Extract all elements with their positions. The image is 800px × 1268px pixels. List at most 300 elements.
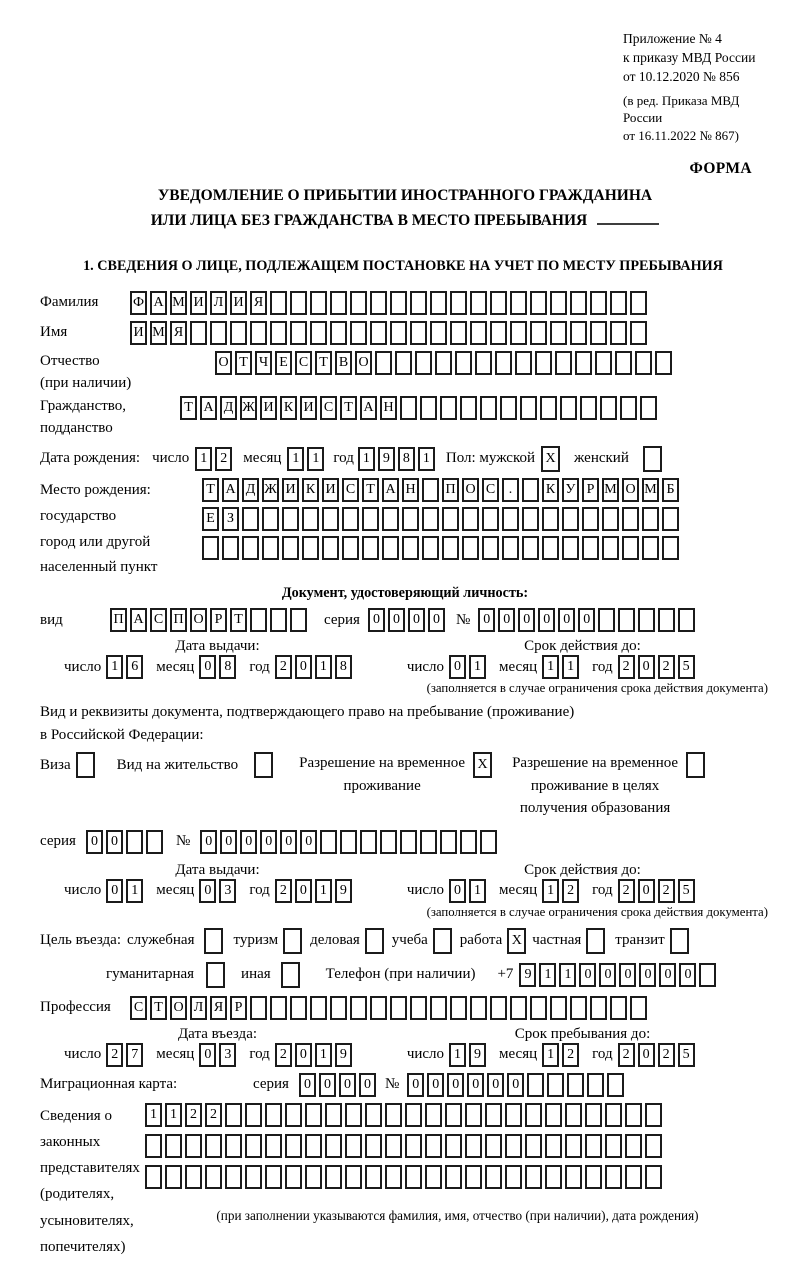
- char-box[interactable]: [625, 1134, 642, 1158]
- char-box[interactable]: [470, 996, 487, 1020]
- char-box[interactable]: [402, 536, 419, 560]
- char-box[interactable]: [522, 507, 539, 531]
- char-box[interactable]: [542, 536, 559, 560]
- char-box[interactable]: [385, 1134, 402, 1158]
- char-box[interactable]: Т: [230, 608, 247, 632]
- char-box[interactable]: [430, 996, 447, 1020]
- char-box[interactable]: [450, 996, 467, 1020]
- char-box[interactable]: О: [355, 351, 372, 375]
- char-box[interactable]: 0: [260, 830, 277, 854]
- gumanitarnaya-checkbox[interactable]: [206, 962, 225, 988]
- char-box[interactable]: [605, 1103, 622, 1127]
- char-box[interactable]: [450, 321, 467, 345]
- expiry-month-input[interactable]: [542, 655, 582, 679]
- char-box[interactable]: [510, 996, 527, 1020]
- char-box[interactable]: [330, 321, 347, 345]
- char-box[interactable]: Л: [190, 996, 207, 1020]
- char-box[interactable]: 1: [542, 1043, 559, 1067]
- char-box[interactable]: [422, 507, 439, 531]
- birth-place-line3[interactable]: [202, 536, 682, 560]
- residence-number-input[interactable]: [200, 830, 500, 854]
- char-box[interactable]: [598, 608, 615, 632]
- char-box[interactable]: [425, 1103, 442, 1127]
- char-box[interactable]: 1: [449, 1043, 466, 1067]
- char-box[interactable]: [502, 507, 519, 531]
- char-box[interactable]: 8: [335, 655, 352, 679]
- ucheba-checkbox[interactable]: [433, 928, 452, 954]
- char-box[interactable]: [643, 446, 662, 472]
- turizm-checkbox[interactable]: [283, 928, 302, 954]
- char-box[interactable]: [365, 928, 384, 954]
- char-box[interactable]: [375, 351, 392, 375]
- char-box[interactable]: [270, 291, 287, 315]
- char-box[interactable]: [460, 396, 477, 420]
- char-box[interactable]: [290, 608, 307, 632]
- char-box[interactable]: М: [602, 478, 619, 502]
- char-box[interactable]: [455, 351, 472, 375]
- char-box[interactable]: 1: [542, 655, 559, 679]
- char-box[interactable]: [522, 478, 539, 502]
- char-box[interactable]: [630, 996, 647, 1020]
- char-box[interactable]: 0: [295, 655, 312, 679]
- char-box[interactable]: И: [300, 396, 317, 420]
- char-box[interactable]: 5: [678, 1043, 695, 1067]
- char-box[interactable]: [250, 608, 267, 632]
- char-box[interactable]: [460, 830, 477, 854]
- char-box[interactable]: [390, 291, 407, 315]
- char-box[interactable]: 0: [478, 608, 495, 632]
- char-box[interactable]: 2: [562, 1043, 579, 1067]
- char-box[interactable]: [527, 1073, 544, 1097]
- char-box[interactable]: [270, 321, 287, 345]
- char-box[interactable]: [565, 1165, 582, 1189]
- name-input[interactable]: [130, 321, 650, 345]
- char-box[interactable]: [325, 1134, 342, 1158]
- char-box[interactable]: 8: [398, 447, 415, 471]
- char-box[interactable]: 0: [368, 608, 385, 632]
- char-box[interactable]: [370, 321, 387, 345]
- char-box[interactable]: [410, 996, 427, 1020]
- char-box[interactable]: 3: [219, 879, 236, 903]
- char-box[interactable]: [490, 291, 507, 315]
- char-box[interactable]: [645, 1103, 662, 1127]
- char-box[interactable]: [245, 1103, 262, 1127]
- char-box[interactable]: [283, 928, 302, 954]
- char-box[interactable]: [482, 536, 499, 560]
- char-box[interactable]: [205, 1134, 222, 1158]
- stay-year-input[interactable]: [618, 1043, 698, 1067]
- char-box[interactable]: Д: [220, 396, 237, 420]
- char-box[interactable]: [625, 1165, 642, 1189]
- char-box[interactable]: 0: [638, 655, 655, 679]
- char-box[interactable]: X: [473, 752, 492, 778]
- citizenship-input[interactable]: [180, 396, 660, 420]
- char-box[interactable]: [510, 291, 527, 315]
- char-box[interactable]: И: [282, 478, 299, 502]
- char-box[interactable]: [602, 536, 619, 560]
- char-box[interactable]: 0: [599, 963, 616, 987]
- char-box[interactable]: 0: [199, 1043, 216, 1067]
- char-box[interactable]: 0: [359, 1073, 376, 1097]
- char-box[interactable]: Т: [235, 351, 252, 375]
- entry-day-input[interactable]: [106, 1043, 146, 1067]
- char-box[interactable]: [265, 1134, 282, 1158]
- char-box[interactable]: [670, 928, 689, 954]
- char-box[interactable]: 0: [200, 830, 217, 854]
- char-box[interactable]: [610, 291, 627, 315]
- phone-input[interactable]: [519, 963, 719, 987]
- char-box[interactable]: [625, 1103, 642, 1127]
- char-box[interactable]: 2: [658, 1043, 675, 1067]
- char-box[interactable]: 0: [619, 963, 636, 987]
- char-box[interactable]: 0: [295, 1043, 312, 1067]
- char-box[interactable]: [462, 536, 479, 560]
- char-box[interactable]: [362, 536, 379, 560]
- char-box[interactable]: [562, 507, 579, 531]
- delovaya-checkbox[interactable]: [365, 928, 384, 954]
- char-box[interactable]: 0: [86, 830, 103, 854]
- char-box[interactable]: [495, 351, 512, 375]
- residence-issue-month[interactable]: [199, 879, 239, 903]
- char-box[interactable]: [410, 291, 427, 315]
- char-box[interactable]: [395, 351, 412, 375]
- char-box[interactable]: [405, 1165, 422, 1189]
- char-box[interactable]: [345, 1134, 362, 1158]
- char-box[interactable]: [415, 351, 432, 375]
- char-box[interactable]: [400, 830, 417, 854]
- tranzit-checkbox[interactable]: [670, 928, 689, 954]
- char-box[interactable]: [305, 1134, 322, 1158]
- birth-place-line1[interactable]: [202, 478, 682, 502]
- char-box[interactable]: [462, 507, 479, 531]
- char-box[interactable]: [582, 536, 599, 560]
- char-box[interactable]: 0: [639, 963, 656, 987]
- char-box[interactable]: 0: [240, 830, 257, 854]
- char-box[interactable]: Т: [202, 478, 219, 502]
- char-box[interactable]: [385, 1103, 402, 1127]
- char-box[interactable]: [642, 536, 659, 560]
- representatives-line2[interactable]: [145, 1134, 665, 1158]
- char-box[interactable]: 9: [378, 447, 395, 471]
- char-box[interactable]: [545, 1103, 562, 1127]
- char-box[interactable]: [442, 536, 459, 560]
- char-box[interactable]: [505, 1165, 522, 1189]
- char-box[interactable]: [485, 1134, 502, 1158]
- char-box[interactable]: 0: [408, 608, 425, 632]
- char-box[interactable]: А: [130, 608, 147, 632]
- char-box[interactable]: Т: [180, 396, 197, 420]
- char-box[interactable]: П: [442, 478, 459, 502]
- char-box[interactable]: 0: [447, 1073, 464, 1097]
- char-box[interactable]: [285, 1103, 302, 1127]
- char-box[interactable]: [630, 321, 647, 345]
- char-box[interactable]: [290, 996, 307, 1020]
- residence-expiry-day[interactable]: [449, 879, 489, 903]
- char-box[interactable]: [242, 507, 259, 531]
- migration-series-input[interactable]: [299, 1073, 379, 1097]
- birth-day-input[interactable]: [195, 447, 235, 471]
- char-box[interactable]: [225, 1134, 242, 1158]
- chastnaya-checkbox[interactable]: [586, 928, 605, 954]
- char-box[interactable]: [305, 1165, 322, 1189]
- char-box[interactable]: [678, 608, 695, 632]
- char-box[interactable]: 2: [562, 879, 579, 903]
- stay-month-input[interactable]: [542, 1043, 582, 1067]
- residence-series-input[interactable]: [86, 830, 166, 854]
- char-box[interactable]: [465, 1165, 482, 1189]
- char-box[interactable]: Н: [402, 478, 419, 502]
- char-box[interactable]: [565, 1134, 582, 1158]
- char-box[interactable]: 9: [469, 1043, 486, 1067]
- char-box[interactable]: [350, 291, 367, 315]
- char-box[interactable]: И: [230, 291, 247, 315]
- char-box[interactable]: 0: [339, 1073, 356, 1097]
- char-box[interactable]: И: [260, 396, 277, 420]
- char-box[interactable]: [350, 321, 367, 345]
- char-box[interactable]: [525, 1165, 542, 1189]
- char-box[interactable]: 2: [618, 1043, 635, 1067]
- char-box[interactable]: [562, 536, 579, 560]
- char-box[interactable]: [422, 536, 439, 560]
- doc-kind-input[interactable]: [110, 608, 310, 632]
- migration-number-input[interactable]: [407, 1073, 627, 1097]
- char-box[interactable]: [547, 1073, 564, 1097]
- char-box[interactable]: К: [542, 478, 559, 502]
- char-box[interactable]: С: [295, 351, 312, 375]
- stay-day-input[interactable]: [449, 1043, 489, 1067]
- char-box[interactable]: [622, 536, 639, 560]
- char-box[interactable]: [325, 1165, 342, 1189]
- char-box[interactable]: 9: [519, 963, 536, 987]
- char-box[interactable]: [485, 1165, 502, 1189]
- char-box[interactable]: 0: [449, 879, 466, 903]
- char-box[interactable]: Т: [362, 478, 379, 502]
- char-box[interactable]: [580, 396, 597, 420]
- char-box[interactable]: [445, 1134, 462, 1158]
- char-box[interactable]: 1: [126, 879, 143, 903]
- char-box[interactable]: А: [382, 478, 399, 502]
- char-box[interactable]: [555, 351, 572, 375]
- entry-month-input[interactable]: [199, 1043, 239, 1067]
- char-box[interactable]: [430, 291, 447, 315]
- char-box[interactable]: [530, 291, 547, 315]
- char-box[interactable]: Т: [315, 351, 332, 375]
- char-box[interactable]: О: [190, 608, 207, 632]
- char-box[interactable]: [420, 396, 437, 420]
- char-box[interactable]: С: [320, 396, 337, 420]
- residence-issue-day[interactable]: [106, 879, 146, 903]
- char-box[interactable]: 0: [638, 1043, 655, 1067]
- char-box[interactable]: [618, 608, 635, 632]
- char-box[interactable]: [645, 1165, 662, 1189]
- char-box[interactable]: 1: [539, 963, 556, 987]
- char-box[interactable]: 6: [126, 655, 143, 679]
- surname-input[interactable]: [130, 291, 650, 315]
- char-box[interactable]: 0: [106, 830, 123, 854]
- char-box[interactable]: [590, 321, 607, 345]
- char-box[interactable]: [540, 396, 557, 420]
- char-box[interactable]: 2: [275, 655, 292, 679]
- char-box[interactable]: [360, 830, 377, 854]
- char-box[interactable]: 0: [428, 608, 445, 632]
- char-box[interactable]: [645, 1134, 662, 1158]
- char-box[interactable]: [285, 1134, 302, 1158]
- char-box[interactable]: Н: [380, 396, 397, 420]
- char-box[interactable]: [475, 351, 492, 375]
- char-box[interactable]: 0: [299, 1073, 316, 1097]
- char-box[interactable]: [190, 321, 207, 345]
- birth-year-input[interactable]: [358, 447, 438, 471]
- char-box[interactable]: 0: [578, 608, 595, 632]
- char-box[interactable]: 1: [165, 1103, 182, 1127]
- char-box[interactable]: [525, 1103, 542, 1127]
- char-box[interactable]: [225, 1103, 242, 1127]
- char-box[interactable]: 0: [388, 608, 405, 632]
- char-box[interactable]: [530, 321, 547, 345]
- char-box[interactable]: [602, 507, 619, 531]
- char-box[interactable]: [605, 1165, 622, 1189]
- char-box[interactable]: 0: [579, 963, 596, 987]
- char-box[interactable]: [390, 321, 407, 345]
- char-box[interactable]: [265, 1165, 282, 1189]
- char-box[interactable]: [350, 996, 367, 1020]
- char-box[interactable]: [615, 351, 632, 375]
- char-box[interactable]: [662, 507, 679, 531]
- char-box[interactable]: [145, 1134, 162, 1158]
- temp-permit-checkbox[interactable]: [473, 752, 492, 778]
- char-box[interactable]: 2: [618, 655, 635, 679]
- char-box[interactable]: А: [150, 291, 167, 315]
- char-box[interactable]: 1: [106, 655, 123, 679]
- char-box[interactable]: [285, 1165, 302, 1189]
- char-box[interactable]: Е: [202, 507, 219, 531]
- char-box[interactable]: Б: [662, 478, 679, 502]
- char-box[interactable]: [230, 321, 247, 345]
- char-box[interactable]: [522, 536, 539, 560]
- patronymic-input[interactable]: [215, 351, 675, 375]
- char-box[interactable]: 1: [358, 447, 375, 471]
- char-box[interactable]: 5: [678, 655, 695, 679]
- char-box[interactable]: [265, 1103, 282, 1127]
- char-box[interactable]: [550, 321, 567, 345]
- char-box[interactable]: [322, 536, 339, 560]
- rabota-checkbox[interactable]: [507, 928, 526, 954]
- char-box[interactable]: [480, 396, 497, 420]
- char-box[interactable]: 0: [199, 655, 216, 679]
- char-box[interactable]: [567, 1073, 584, 1097]
- char-box[interactable]: [290, 321, 307, 345]
- char-box[interactable]: [250, 996, 267, 1020]
- char-box[interactable]: 9: [335, 879, 352, 903]
- char-box[interactable]: Р: [210, 608, 227, 632]
- char-box[interactable]: [440, 830, 457, 854]
- char-box[interactable]: [345, 1165, 362, 1189]
- char-box[interactable]: [245, 1165, 262, 1189]
- char-box[interactable]: 0: [220, 830, 237, 854]
- char-box[interactable]: О: [215, 351, 232, 375]
- char-box[interactable]: [365, 1134, 382, 1158]
- char-box[interactable]: [245, 1134, 262, 1158]
- char-box[interactable]: [322, 507, 339, 531]
- char-box[interactable]: 0: [295, 879, 312, 903]
- char-box[interactable]: 1: [307, 447, 324, 471]
- char-box[interactable]: [282, 507, 299, 531]
- char-box[interactable]: [365, 1165, 382, 1189]
- profession-input[interactable]: [130, 996, 650, 1020]
- char-box[interactable]: [225, 1165, 242, 1189]
- char-box[interactable]: [281, 962, 300, 988]
- char-box[interactable]: [482, 507, 499, 531]
- char-box[interactable]: [630, 291, 647, 315]
- char-box[interactable]: [382, 507, 399, 531]
- char-box[interactable]: К: [280, 396, 297, 420]
- representatives-line3[interactable]: [145, 1165, 665, 1189]
- char-box[interactable]: [206, 962, 225, 988]
- char-box[interactable]: [290, 291, 307, 315]
- char-box[interactable]: И: [190, 291, 207, 315]
- doc-series-input[interactable]: [368, 608, 448, 632]
- char-box[interactable]: 2: [106, 1043, 123, 1067]
- char-box[interactable]: 1: [469, 655, 486, 679]
- char-box[interactable]: С: [130, 996, 147, 1020]
- char-box[interactable]: [582, 507, 599, 531]
- char-box[interactable]: [222, 536, 239, 560]
- residence-expiry-month[interactable]: [542, 879, 582, 903]
- char-box[interactable]: 3: [219, 1043, 236, 1067]
- char-box[interactable]: [585, 1165, 602, 1189]
- char-box[interactable]: [600, 396, 617, 420]
- char-box[interactable]: [502, 536, 519, 560]
- char-box[interactable]: [270, 608, 287, 632]
- char-box[interactable]: [658, 608, 675, 632]
- char-box[interactable]: А: [360, 396, 377, 420]
- char-box[interactable]: [590, 291, 607, 315]
- char-box[interactable]: [325, 1103, 342, 1127]
- char-box[interactable]: Ф: [130, 291, 147, 315]
- char-box[interactable]: Е: [275, 351, 292, 375]
- char-box[interactable]: 2: [275, 879, 292, 903]
- char-box[interactable]: [310, 291, 327, 315]
- char-box[interactable]: В: [335, 351, 352, 375]
- char-box[interactable]: 0: [638, 879, 655, 903]
- entry-year-input[interactable]: [275, 1043, 355, 1067]
- char-box[interactable]: [610, 321, 627, 345]
- visa-checkbox[interactable]: [76, 752, 95, 778]
- issue-day-input[interactable]: [106, 655, 146, 679]
- char-box[interactable]: [425, 1134, 442, 1158]
- edu-permit-checkbox[interactable]: [686, 752, 705, 778]
- char-box[interactable]: [640, 396, 657, 420]
- char-box[interactable]: 1: [559, 963, 576, 987]
- char-box[interactable]: [505, 1103, 522, 1127]
- issue-year-input[interactable]: [275, 655, 355, 679]
- char-box[interactable]: [402, 507, 419, 531]
- char-box[interactable]: [445, 1103, 462, 1127]
- char-box[interactable]: Ч: [255, 351, 272, 375]
- char-box[interactable]: [382, 536, 399, 560]
- char-box[interactable]: [405, 1134, 422, 1158]
- char-box[interactable]: 1: [195, 447, 212, 471]
- char-box[interactable]: 1: [287, 447, 304, 471]
- char-box[interactable]: Я: [250, 291, 267, 315]
- char-box[interactable]: 5: [678, 879, 695, 903]
- char-box[interactable]: [430, 321, 447, 345]
- char-box[interactable]: Ж: [240, 396, 257, 420]
- residence-issue-year[interactable]: [275, 879, 355, 903]
- char-box[interactable]: [342, 536, 359, 560]
- char-box[interactable]: 1: [145, 1103, 162, 1127]
- char-box[interactable]: [370, 291, 387, 315]
